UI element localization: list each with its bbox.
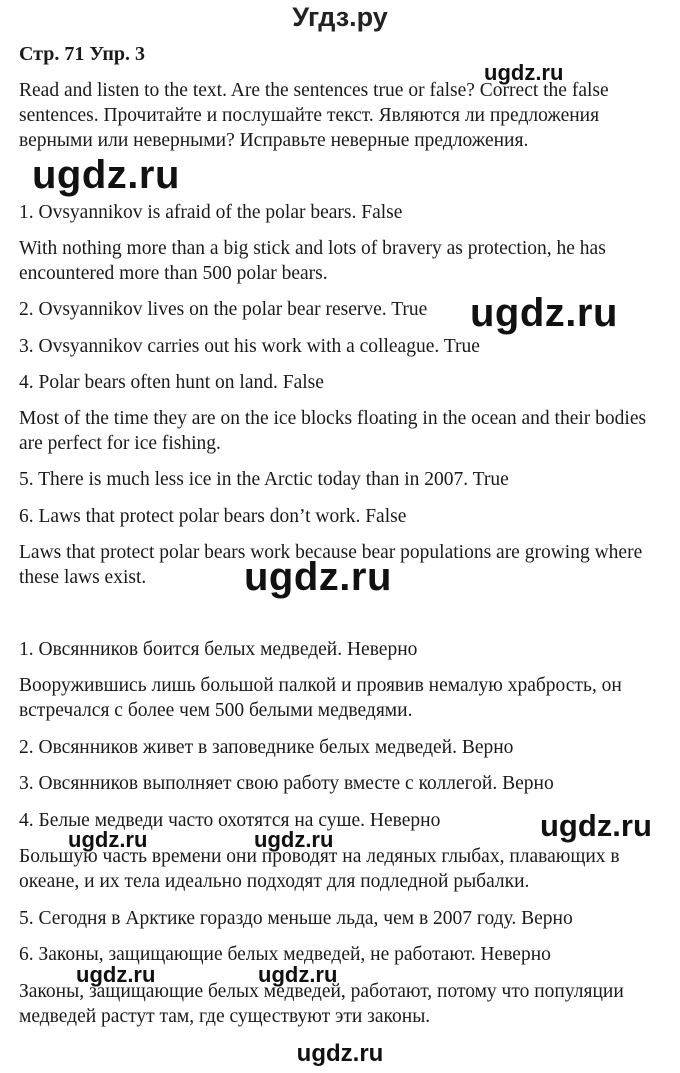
task-instruction: Read and listen to the text. Are the sentences true or false? Correct the false sentences. Прочитайте и послушайте текст. Являются ли предложения верными или неверными? Исправьте неверные предложения. [19, 80, 609, 151]
answer-3-en: 3. Ovsyannikov carries out his work with a colleague. True [19, 336, 480, 357]
answer-6-en: 6. Laws that protect polar bears don’t work. False [19, 506, 407, 527]
correction-1-en: With nothing more than a big stick and lots of bravery as protection, he has encountered more than 500 polar bears. [19, 238, 606, 284]
answer-5-en: 5. There is much less ice in the Arctic today than in 2007. True [19, 469, 509, 490]
page-reference: Стр. 71 Упр. 3 [19, 43, 146, 65]
site-title: Угдз.ру [292, 2, 388, 32]
answer-1-ru: 1. Овсянников боится белых медведей. Неверно [19, 639, 418, 660]
watermark: ugdz.ru [76, 962, 156, 987]
answer-2-en: 2. Ovsyannikov lives on the polar bear reserve. True [19, 299, 428, 320]
answer-5-ru: 5. Сегодня в Арктике гораздо меньше льда, чем в 2007 году. Верно [19, 908, 573, 929]
answer-3-ru: 3. Овсянников выполняет свою работу вместе с коллегой. Верно [19, 773, 554, 794]
watermark: ugdz.ru [244, 555, 392, 599]
answer-1-en: 1. Ovsyannikov is afraid of the polar bears. False [19, 202, 403, 223]
correction-1-ru: Вооружившись лишь большой палкой и проявив немалую храбрость, он встречался с более чем 500 белыми медведями. [19, 675, 622, 721]
watermark: ugdz.ru [258, 962, 338, 987]
watermark: ugdz.ru [32, 153, 180, 197]
answer-4-en: 4. Polar bears often hunt on land. False [19, 372, 324, 393]
answer-4-ru: 4. Белые медведи часто охотятся на суше. Неверно [19, 810, 441, 831]
correction-6-en: Laws that protect polar bears work because bear populations are growing where these laws exist. [19, 542, 643, 588]
watermark: ugdz.ru [540, 808, 652, 843]
footer-watermark: ugdz.ru [296, 1040, 384, 1067]
correction-6-ru: Законы, защищающие белых медведей, работают, потому что популяции медведей растут там, где существуют эти законы. [19, 981, 624, 1027]
correction-4-ru: Большую часть времени они проводят на ледяных глыбах, плавающих в океане, и их тела идеально подходят для подледной рыбалки. [19, 846, 620, 892]
answer-6-ru: 6. Законы, защищающие белых медведей, не работают. Неверно [19, 944, 551, 965]
correction-4-en: Most of the time they are on the ice blocks floating in the ocean and their bodies are perfect for ice fishing. [19, 408, 647, 454]
watermark: ugdz.ru [68, 827, 148, 852]
watermark: ugdz.ru [484, 60, 564, 85]
answer-2-ru: 2. Овсянников живет в заповеднике белых медведей. Верно [19, 737, 514, 758]
watermark: ugdz.ru [470, 291, 618, 335]
watermark: ugdz.ru [254, 827, 334, 852]
